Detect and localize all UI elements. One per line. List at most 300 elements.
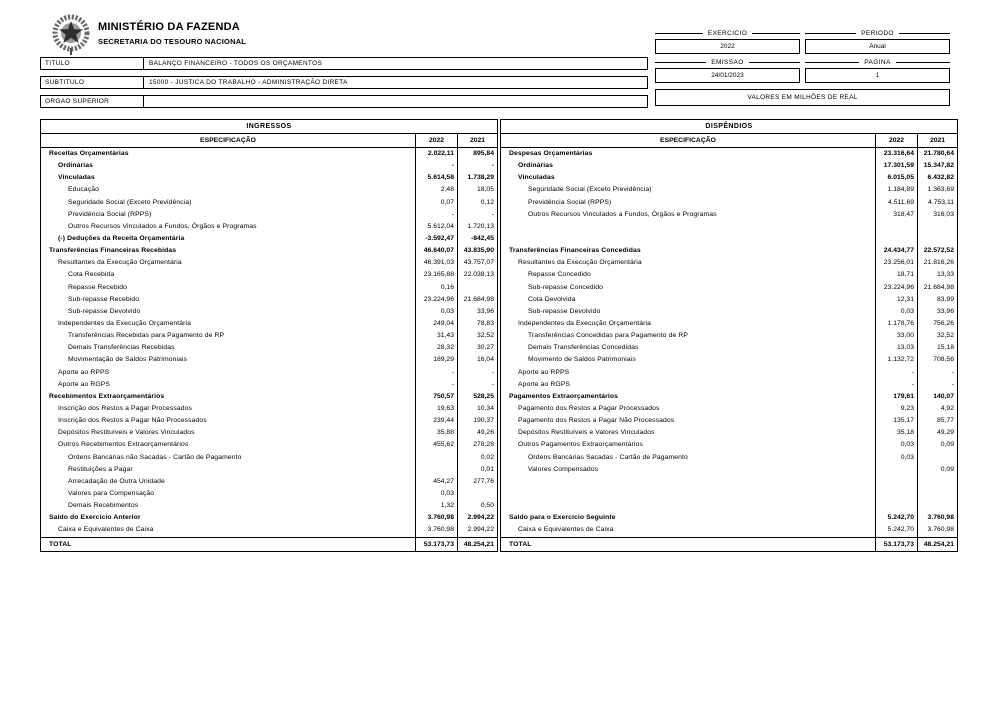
balance-table xyxy=(40,119,960,552)
table-row xyxy=(41,427,497,439)
row-value-2022: 33,00 xyxy=(875,330,917,342)
row-value-2021: 21.816,26 xyxy=(917,257,957,269)
row-value-2022: - xyxy=(415,367,457,379)
table-row xyxy=(41,269,497,281)
meta-exercicio xyxy=(655,29,800,54)
row-value-2021: 13,33 xyxy=(917,269,957,281)
row-value-2022: 6.015,05 xyxy=(875,172,917,184)
row-value-2021: 16,04 xyxy=(457,354,497,366)
table-row xyxy=(41,391,497,403)
row-value-2022 xyxy=(415,464,457,476)
column-2022: 2022 xyxy=(875,134,917,147)
row-label: Demais Transferências Concedidas xyxy=(528,344,639,352)
field-orgao-superior-value xyxy=(144,95,648,108)
row-value-2021: - xyxy=(457,367,497,379)
row-label: Saldo para o Exercício Seguinte xyxy=(509,514,616,522)
row-label: Despesas Orçamentárias xyxy=(509,150,593,157)
meta-periodo-value: Anual xyxy=(805,39,950,54)
row-value-2021: 1.738,29 xyxy=(457,172,497,184)
row-value-2022: 750,57 xyxy=(415,391,457,403)
row-value-2021: 49,29 xyxy=(917,427,957,439)
row-value-2021: 33,96 xyxy=(457,306,497,318)
row-value-2021: 2.994,22 xyxy=(457,512,497,524)
row-value-2021: -842,45 xyxy=(457,233,497,245)
row-label: Outros Recebimentos Extraorçamentários xyxy=(58,441,189,449)
row-value-2022: 18,71 xyxy=(875,269,917,281)
dispendios-column-header xyxy=(501,134,957,148)
field-titulo xyxy=(40,57,648,70)
row-label: Valores para Compensação xyxy=(68,489,155,497)
row-label: Previdência Social (RPPS) xyxy=(68,210,152,218)
row-value-2021 xyxy=(457,488,497,500)
row-value-2021 xyxy=(917,488,957,500)
table-row xyxy=(501,172,957,184)
row-label: Independentes da Execução Orçamentária xyxy=(58,319,192,327)
meta-exercicio-value: 2022 xyxy=(655,39,800,54)
table-row xyxy=(501,184,957,196)
row-value-2021: 708,56 xyxy=(917,354,957,366)
row-label: Inscrição dos Restos a Pagar Processados xyxy=(58,404,192,412)
row-value-2022: - xyxy=(415,160,457,172)
meta-pagina-value: 1 xyxy=(805,68,950,83)
row-label xyxy=(501,233,875,245)
row-label: Outros Recursos Vinculados a Fundos, Órgãos e Programas xyxy=(528,210,717,218)
row-label: Outros Recursos Vinculados a Fundos, Órgãos e Programas xyxy=(68,222,257,230)
dispendios-rows xyxy=(501,148,957,551)
table-row xyxy=(41,403,497,415)
row-value-2022: 5.614,58 xyxy=(415,172,457,184)
row-label: Transferências Financeiras Recebidas xyxy=(49,247,177,255)
row-value-2022: - xyxy=(415,379,457,391)
table-row xyxy=(41,306,497,318)
row-value-2021: 32,52 xyxy=(917,330,957,342)
row-label: Ordinárias xyxy=(58,162,93,170)
row-value-2022 xyxy=(875,464,917,476)
row-value-2021: 277,76 xyxy=(457,476,497,488)
row-value-2022: 1.184,89 xyxy=(875,184,917,196)
row-value-2022: 189,29 xyxy=(415,354,457,366)
row-value-2021: 10,34 xyxy=(457,403,497,415)
row-label xyxy=(501,221,875,233)
row-value-2021: 0,02 xyxy=(457,452,497,464)
row-label: Caixa e Equivalentes de Caixa xyxy=(58,526,154,534)
row-label: Aporte ao RPPS xyxy=(58,368,110,376)
column-2021: 2021 xyxy=(457,134,497,147)
row-value-2022 xyxy=(875,476,917,488)
table-row xyxy=(41,197,497,209)
table-row xyxy=(41,294,497,306)
row-value-2022: - xyxy=(415,209,457,221)
row-value-2022: 1,32 xyxy=(415,500,457,512)
row-value-2022: 0,03 xyxy=(875,452,917,464)
table-row xyxy=(41,464,497,476)
table-row xyxy=(501,464,957,476)
table-row xyxy=(501,367,957,379)
table-row xyxy=(501,233,957,245)
row-label: Recebimentos Extraorçamentários xyxy=(49,392,165,400)
row-label: Cota Devolvida xyxy=(528,295,576,303)
row-value-2021: 48.254,21 xyxy=(457,538,497,551)
row-value-2022: 23.316,64 xyxy=(875,148,917,160)
field-titulo-label: TITULO xyxy=(40,57,144,70)
table-row xyxy=(501,427,957,439)
row-value-2022: 46.391,03 xyxy=(415,257,457,269)
table-row xyxy=(501,439,957,451)
meta-exercicio-label: EXERCICIO xyxy=(655,29,800,38)
table-row xyxy=(501,488,957,500)
row-value-2022: 135,17 xyxy=(875,415,917,427)
row-value-2022 xyxy=(875,221,917,233)
row-value-2021: 15.347,82 xyxy=(917,160,957,172)
row-value-2022: 35,88 xyxy=(415,427,457,439)
row-value-2022: 31,43 xyxy=(415,330,457,342)
row-value-2021: 140,07 xyxy=(917,391,957,403)
row-label: Vinculadas xyxy=(58,174,95,182)
row-value-2022: 46.640,07 xyxy=(415,245,457,257)
row-value-2022: -3.592,47 xyxy=(415,233,457,245)
column-2021: 2021 xyxy=(917,134,957,147)
row-label: Movimento de Saldos Patrimoniais xyxy=(528,356,636,364)
table-row xyxy=(501,524,957,536)
row-value-2022: 249,04 xyxy=(415,318,457,330)
row-label: Pagamento dos Restos a Pagar Processados xyxy=(518,404,660,412)
row-value-2021: 0,01 xyxy=(457,464,497,476)
table-row xyxy=(41,415,497,427)
row-label: Demais Transferências Recebidas xyxy=(68,344,175,352)
row-value-2021: - xyxy=(457,209,497,221)
row-value-2022: 0,03 xyxy=(875,306,917,318)
row-label: Restituições a Pagar xyxy=(68,465,133,473)
row-value-2021: 2.994,22 xyxy=(457,524,497,536)
row-label: Seguridade Social (Exceto Previdência) xyxy=(68,198,192,206)
row-value-2021: - xyxy=(917,367,957,379)
ministry-title: MINISTÉRIO DA FAZENDA xyxy=(98,21,240,33)
table-row xyxy=(41,488,497,500)
table-row xyxy=(41,160,497,172)
table-row xyxy=(501,342,957,354)
row-value-2022: 23.224,96 xyxy=(415,294,457,306)
row-label: Caixa e Equivalentes de Caixa xyxy=(518,526,614,534)
row-value-2021: 32,52 xyxy=(457,330,497,342)
row-value-2021: 83,99 xyxy=(917,294,957,306)
row-value-2022: 2,48 xyxy=(415,184,457,196)
row-value-2021: 21.684,98 xyxy=(917,282,957,294)
row-label xyxy=(501,500,875,512)
row-value-2021: 0,12 xyxy=(457,197,497,209)
row-value-2021: 0,50 xyxy=(457,500,497,512)
table-row xyxy=(41,512,497,524)
table-row xyxy=(41,524,497,536)
row-label: Receitas Orçamentárias xyxy=(49,150,129,157)
row-value-2022: 13,03 xyxy=(875,342,917,354)
row-label: Outros Pagamentos Extraorçamentários xyxy=(518,441,643,449)
meta-periodo xyxy=(805,29,950,54)
row-value-2021: 43.757,07 xyxy=(457,257,497,269)
row-value-2021: 3.760,98 xyxy=(917,512,957,524)
ingressos-column-header xyxy=(41,134,497,148)
row-label: Previdência Social (RPPS) xyxy=(528,198,612,206)
row-label: TOTAL xyxy=(49,540,72,548)
table-row xyxy=(501,500,957,512)
table-row xyxy=(501,452,957,464)
row-label: Repasse Recebido xyxy=(68,283,128,291)
row-value-2021: 6.432,82 xyxy=(917,172,957,184)
row-value-2021: 0,09 xyxy=(917,464,957,476)
row-label: Ordens Bancárias Sacadas - Cartão de Pagamento xyxy=(528,453,688,461)
row-value-2021: 22.572,52 xyxy=(917,245,957,257)
row-value-2022: 5.612,04 xyxy=(415,221,457,233)
row-value-2022: 1.132,72 xyxy=(875,354,917,366)
meta-pagina xyxy=(805,58,950,83)
row-label: Pagamento dos Restos a Pagar Não Processados xyxy=(518,417,675,425)
table-row xyxy=(501,476,957,488)
row-value-2022: 3.760,98 xyxy=(415,524,457,536)
meta-periodo-label: PERIODO xyxy=(805,29,950,38)
row-value-2021 xyxy=(917,233,957,245)
row-value-2021: - xyxy=(917,379,957,391)
table-row xyxy=(41,342,497,354)
table-row xyxy=(41,209,497,221)
table-row xyxy=(501,379,957,391)
row-value-2022: - xyxy=(875,379,917,391)
row-value-2022: 23.224,96 xyxy=(875,282,917,294)
table-row xyxy=(501,318,957,330)
row-value-2021: 316,03 xyxy=(917,209,957,221)
row-value-2021 xyxy=(917,500,957,512)
row-value-2021: 33,96 xyxy=(917,306,957,318)
row-label xyxy=(501,476,875,488)
row-label: (-) Deduções da Receita Orçamentária xyxy=(58,234,185,242)
table-row xyxy=(41,354,497,366)
row-value-2022: 17.301,59 xyxy=(875,160,917,172)
row-value-2021: 30,27 xyxy=(457,342,497,354)
table-row xyxy=(501,537,957,551)
row-label: Transferências Concedidas para Pagamento de RP xyxy=(528,332,689,340)
row-value-2022: - xyxy=(875,367,917,379)
table-row xyxy=(41,379,497,391)
row-label: Educação xyxy=(68,186,100,194)
table-row xyxy=(501,282,957,294)
row-label: Inscrição dos Restos a Pagar Não Processados xyxy=(58,417,207,425)
table-row xyxy=(501,415,957,427)
column-especificacao: ESPECIFICAÇÃO xyxy=(660,137,716,144)
row-value-2022: 24.434,77 xyxy=(875,245,917,257)
row-value-2021 xyxy=(917,221,957,233)
table-row xyxy=(501,221,957,233)
column-2022: 2022 xyxy=(415,134,457,147)
row-value-2022: 5.242,70 xyxy=(875,512,917,524)
row-value-2022: 454,27 xyxy=(415,476,457,488)
row-label: Valores Compensados xyxy=(528,465,599,473)
row-label: TOTAL xyxy=(509,540,532,548)
row-label: Transferências Recebidas para Pagamento de RP xyxy=(68,332,225,340)
row-value-2021: 22.038,13 xyxy=(457,269,497,281)
row-value-2021: 3.760,98 xyxy=(917,524,957,536)
field-orgao-superior-label: ORGAO SUPERIOR xyxy=(40,95,144,108)
row-value-2022: 4.511,69 xyxy=(875,197,917,209)
table-row xyxy=(501,245,957,257)
row-label: Resultantes da Execução Orçamentária xyxy=(58,259,182,267)
table-row xyxy=(501,148,957,160)
table-row xyxy=(501,512,957,524)
row-value-2021 xyxy=(917,452,957,464)
table-row xyxy=(41,245,497,257)
row-label: Vinculadas xyxy=(518,174,555,182)
row-label: Sub-repasse Devolvido xyxy=(68,307,141,315)
row-label: Depósitos Restituíveis e Valores Vinculados xyxy=(518,429,655,437)
row-value-2022: 0,16 xyxy=(415,282,457,294)
row-value-2022: 239,44 xyxy=(415,415,457,427)
row-label: Depósitos Restituíveis e Valores Vinculados xyxy=(58,429,195,437)
row-value-2022: 0,03 xyxy=(875,439,917,451)
row-value-2021: 15,18 xyxy=(917,342,957,354)
row-value-2021: 43.835,90 xyxy=(457,245,497,257)
table-row xyxy=(501,160,957,172)
table-row xyxy=(501,197,957,209)
row-value-2022: 23.165,88 xyxy=(415,269,457,281)
table-row xyxy=(41,221,497,233)
row-value-2021: 278,28 xyxy=(457,439,497,451)
row-value-2021: 1.720,13 xyxy=(457,221,497,233)
ingressos-title: INGRESSOS xyxy=(41,120,497,134)
row-label: Aporte ao RGPS xyxy=(518,380,571,388)
row-value-2021: - xyxy=(457,160,497,172)
meta-emissao-value: 24/01/2023 xyxy=(655,68,800,83)
row-value-2022 xyxy=(875,233,917,245)
row-label: Repasse Concedido xyxy=(528,271,591,279)
table-row xyxy=(41,148,497,160)
row-value-2021: 756,26 xyxy=(917,318,957,330)
table-row xyxy=(501,257,957,269)
row-value-2022: 1.178,76 xyxy=(875,318,917,330)
table-row xyxy=(41,282,497,294)
row-value-2021 xyxy=(917,476,957,488)
row-value-2022: 5.242,70 xyxy=(875,524,917,536)
table-row xyxy=(501,209,957,221)
table-row xyxy=(41,233,497,245)
table-row xyxy=(41,367,497,379)
field-subtitulo xyxy=(40,76,648,89)
row-label: Resultantes da Execução Orçamentária xyxy=(518,259,642,267)
row-value-2022: 0,07 xyxy=(415,197,457,209)
dispendios-table xyxy=(500,119,958,552)
table-row xyxy=(501,354,957,366)
row-value-2022: 318,47 xyxy=(875,209,917,221)
row-value-2021: 0,09 xyxy=(917,439,957,451)
row-value-2021: 4,92 xyxy=(917,403,957,415)
row-value-2022: 12,31 xyxy=(875,294,917,306)
row-label: Aporte ao RPPS xyxy=(518,368,570,376)
row-label: Ordinárias xyxy=(518,162,553,170)
meta-pagina-label: PAGINA xyxy=(805,58,950,67)
row-value-2021: 78,83 xyxy=(457,318,497,330)
table-row xyxy=(41,500,497,512)
row-value-2022: 2.022,11 xyxy=(415,148,457,160)
row-value-2022: 23.256,01 xyxy=(875,257,917,269)
row-value-2022: 19,63 xyxy=(415,403,457,415)
row-value-2021: 21.780,64 xyxy=(917,148,957,160)
row-label: Aporte ao RGPS xyxy=(58,380,111,388)
row-value-2022: 3.760,98 xyxy=(415,512,457,524)
row-value-2022: 28,32 xyxy=(415,342,457,354)
table-row xyxy=(41,452,497,464)
table-row xyxy=(41,330,497,342)
row-label: Cota Recebida xyxy=(68,271,115,279)
row-value-2022: 179,61 xyxy=(875,391,917,403)
row-label: Independentes da Execução Orçamentária xyxy=(518,319,652,327)
row-label: Transferências Financeiras Concedidas xyxy=(509,247,641,255)
row-value-2021: 895,84 xyxy=(457,148,497,160)
row-value-2022: 0,03 xyxy=(415,306,457,318)
secretariat-subtitle: SECRETARIA DO TESOURO NACIONAL xyxy=(98,37,247,46)
field-titulo-value: BALANÇO FINANCEIRO - TODOS OS ORÇAMENTOS xyxy=(144,57,648,70)
column-especificacao: ESPECIFICAÇÃO xyxy=(200,137,256,144)
valores-note: VALORES EM MILHÕES DE REAL xyxy=(655,89,950,106)
table-row xyxy=(41,172,497,184)
row-label: Pagamentos Extraorçamentários xyxy=(509,392,619,400)
row-label: Movimentação de Saldos Patrimoniais xyxy=(68,356,188,364)
row-label: Ordens Bancárias não Sacadas - Cartão de Pagamento xyxy=(68,453,242,461)
row-label xyxy=(501,488,875,500)
row-value-2021: 4.753,11 xyxy=(917,197,957,209)
meta-emissao-label: EMISSAO xyxy=(655,58,800,67)
row-value-2021: 21.684,98 xyxy=(457,294,497,306)
field-subtitulo-value: 15000 - JUSTICA DO TRABALHO - ADMINISTRAÇÃO DIRETA xyxy=(144,76,648,89)
row-value-2021: 85,77 xyxy=(917,415,957,427)
row-value-2022: 0,03 xyxy=(415,488,457,500)
row-value-2022 xyxy=(875,488,917,500)
table-row xyxy=(501,306,957,318)
table-row xyxy=(41,537,497,551)
table-row xyxy=(501,330,957,342)
meta-emissao xyxy=(655,58,800,83)
row-value-2021: 18,05 xyxy=(457,184,497,196)
row-label: Sub-repasse Concedido xyxy=(528,283,604,291)
row-label: Seguridade Social (Exceto Previdência) xyxy=(528,186,652,194)
row-value-2022 xyxy=(415,452,457,464)
table-row xyxy=(41,476,497,488)
table-row xyxy=(41,257,497,269)
table-row xyxy=(501,294,957,306)
table-row xyxy=(501,391,957,403)
table-row xyxy=(41,318,497,330)
row-label: Sub-repasse Devolvido xyxy=(528,307,601,315)
row-value-2022: 455,62 xyxy=(415,439,457,451)
row-label: Demais Recebimentos xyxy=(68,502,139,510)
table-row xyxy=(41,184,497,196)
row-value-2022: 53.173,73 xyxy=(415,538,457,551)
row-value-2022: 9,23 xyxy=(875,403,917,415)
row-value-2022: 35,18 xyxy=(875,427,917,439)
row-label: Saldo do Exercício Anterior xyxy=(49,514,141,522)
row-value-2022 xyxy=(875,500,917,512)
field-subtitulo-label: SUBTITULO xyxy=(40,76,144,89)
row-value-2021: 1.363,69 xyxy=(917,184,957,196)
brazil-coat-of-arms-icon xyxy=(46,12,96,57)
row-value-2022: 53.173,73 xyxy=(875,538,917,551)
ingressos-rows xyxy=(41,148,497,551)
table-row xyxy=(501,403,957,415)
row-value-2021: 49,26 xyxy=(457,427,497,439)
table-row xyxy=(41,439,497,451)
row-value-2021: 48.254,21 xyxy=(917,538,957,551)
row-value-2021: 528,25 xyxy=(457,391,497,403)
row-value-2021 xyxy=(457,282,497,294)
field-orgao-superior xyxy=(40,95,648,108)
row-label: Arrecadação de Outra Unidade xyxy=(68,477,165,485)
row-value-2021: 190,37 xyxy=(457,415,497,427)
ingressos-table xyxy=(40,119,498,552)
